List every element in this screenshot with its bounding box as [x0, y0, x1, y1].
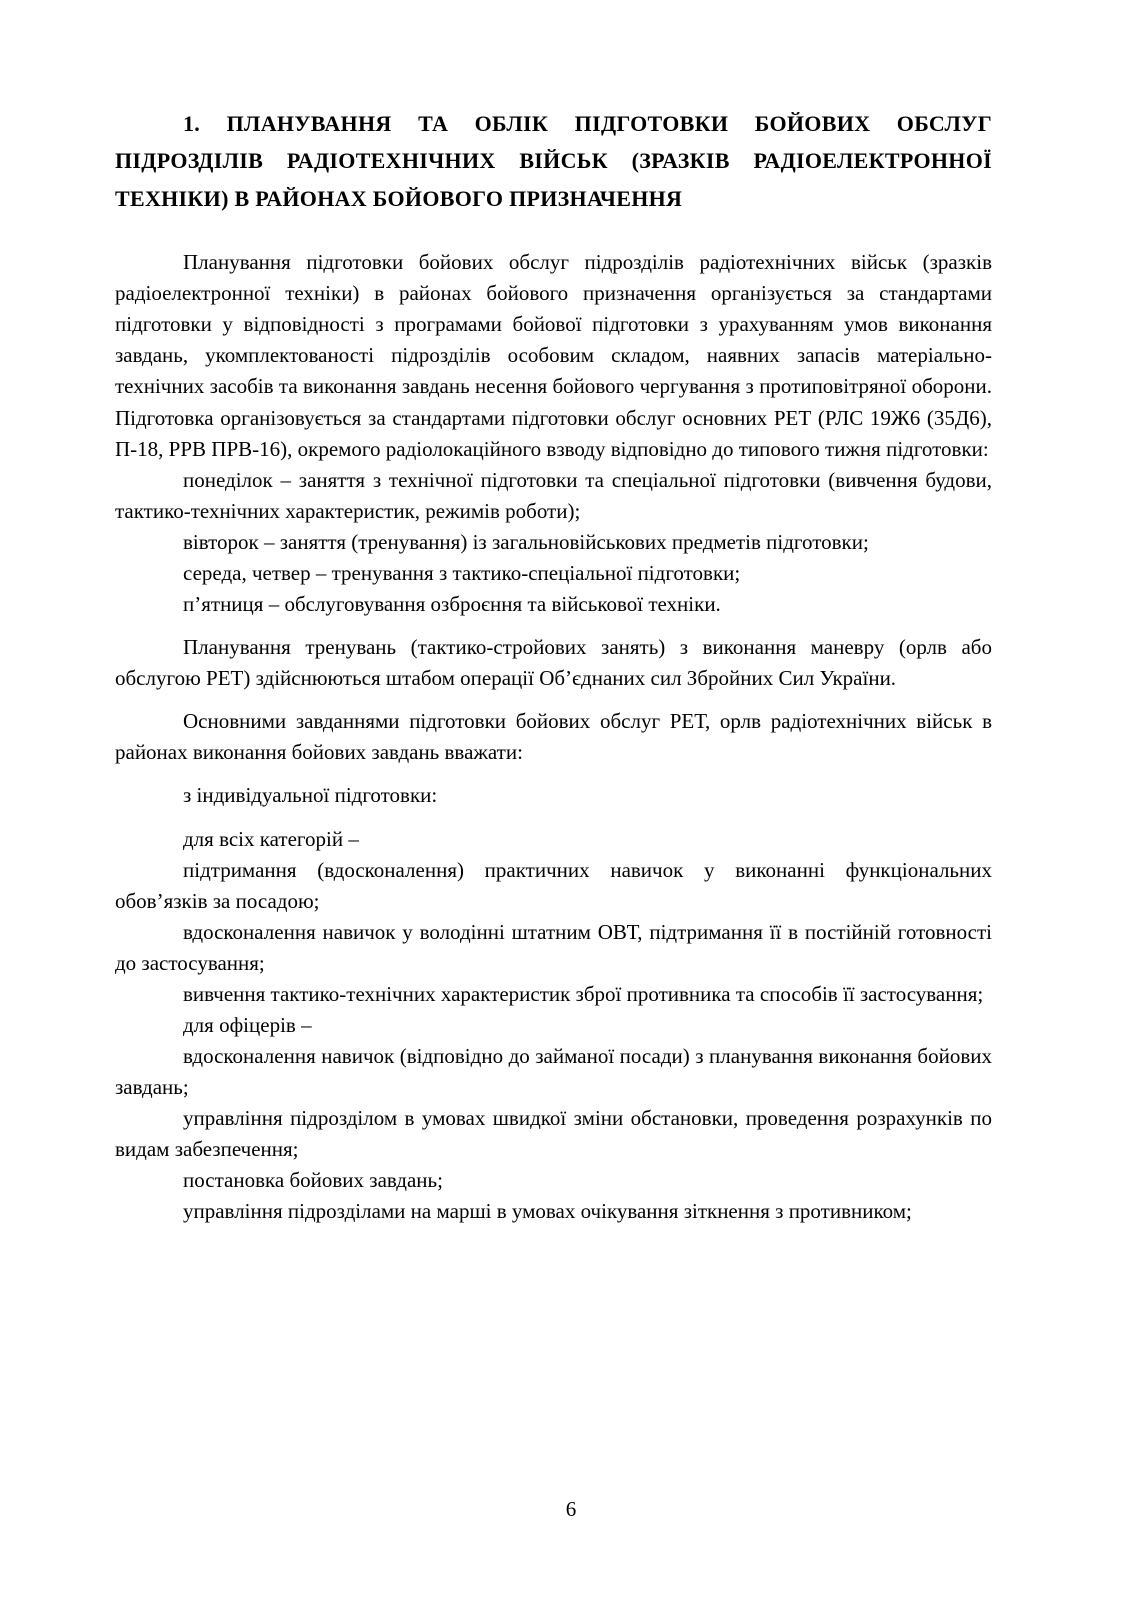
paragraph: вівторок – заняття (тренування) із загальновійськових предметів підготовки;	[183, 529, 869, 554]
paragraph: середа, четвер – тренування з тактико-спеціальної підготовки;	[183, 560, 741, 585]
document-body	[115, 247, 992, 1227]
paragraph: управління підрозділом в умовах швидкої зміни обстановки, проведення розрахунків по видам забезпечення;	[115, 1106, 992, 1162]
paragraph: управління підрозділами на марші в умовах очікування зіткнення з противником;	[183, 1199, 912, 1224]
section-heading: 1. ПЛАНУВАННЯ ТА ОБЛІК ПІДГОТОВКИ БОЙОВИХ ОБСЛУГ ПІДРОЗДІЛІВ РАДІОТЕХНІЧНИХ ВІЙСЬК (ЗРАЗКІВ РАДІОЕЛЕКТРОННОЇ ТЕХНІКИ) В РАЙОНАХ БОЙОВОГО ПРИЗНАЧЕННЯ	[115, 111, 992, 211]
paragraph: Основними завданнями підготовки бойових обслуг РЕТ, орлв радіотехнічних військ в районах виконання бойових завдань вважати:	[115, 709, 992, 765]
paragraph: Планування тренувань (тактико-стройових занять) з виконання маневру (орлв або обслугою РЕТ) здійснюються штабом операції Об’єднаних сил Збройних Сил України.	[115, 635, 992, 691]
paragraph: п’ятниця – обслуговування озброєння та військової техніки.	[183, 592, 721, 617]
page-number: 6	[565, 1497, 577, 1521]
paragraph: постановка бойових завдань;	[183, 1168, 443, 1193]
paragraph: для офіцерів –	[183, 1012, 312, 1037]
paragraph: з індивідуальної підготовки:	[183, 783, 438, 808]
paragraph: вдосконалення навичок у володінні штатним ОВТ, підтримання її в постійній готовності до застосування;	[115, 919, 992, 975]
paragraph: вдосконалення навичок (відповідно до займаної посади) з планування виконання бойових завдань;	[115, 1044, 992, 1100]
paragraph: підтримання (вдосконалення) практичних навичок у виконанні функціональних обов’язків за посадою;	[115, 857, 992, 913]
paragraph: вивчення тактико-технічних характеристик зброї противника та способів її застосування;	[183, 981, 984, 1006]
paragraph: Планування підготовки бойових обслуг підрозділів радіотехнічних військ (зразків радіоелектронної техніки) в районах бойового призначення організується за стандартами підготовки у відповідності з програмами бойової підготовки з урахуванням умов виконання завдань, укомплектованості підрозділів особовим складом, наявних запасів матеріально-технічних засобів та виконання завдань несення бойового чергування з протиповітряної оборони. Підготовка організовується за стандартами підготовки обслуг основних РЕТ (РЛС 19Ж6 (35Д6), П-18, РРВ ПРВ-16), окремого радіолокаційного взводу відповідно до типового тижня підготовки:	[115, 250, 992, 461]
paragraph: понеділок – заняття з технічної підготовки та спеціальної підготовки (вивчення будови, тактико-технічних характеристик, режимів роботи);	[115, 467, 992, 523]
paragraph: для всіх категорій –	[183, 826, 359, 851]
